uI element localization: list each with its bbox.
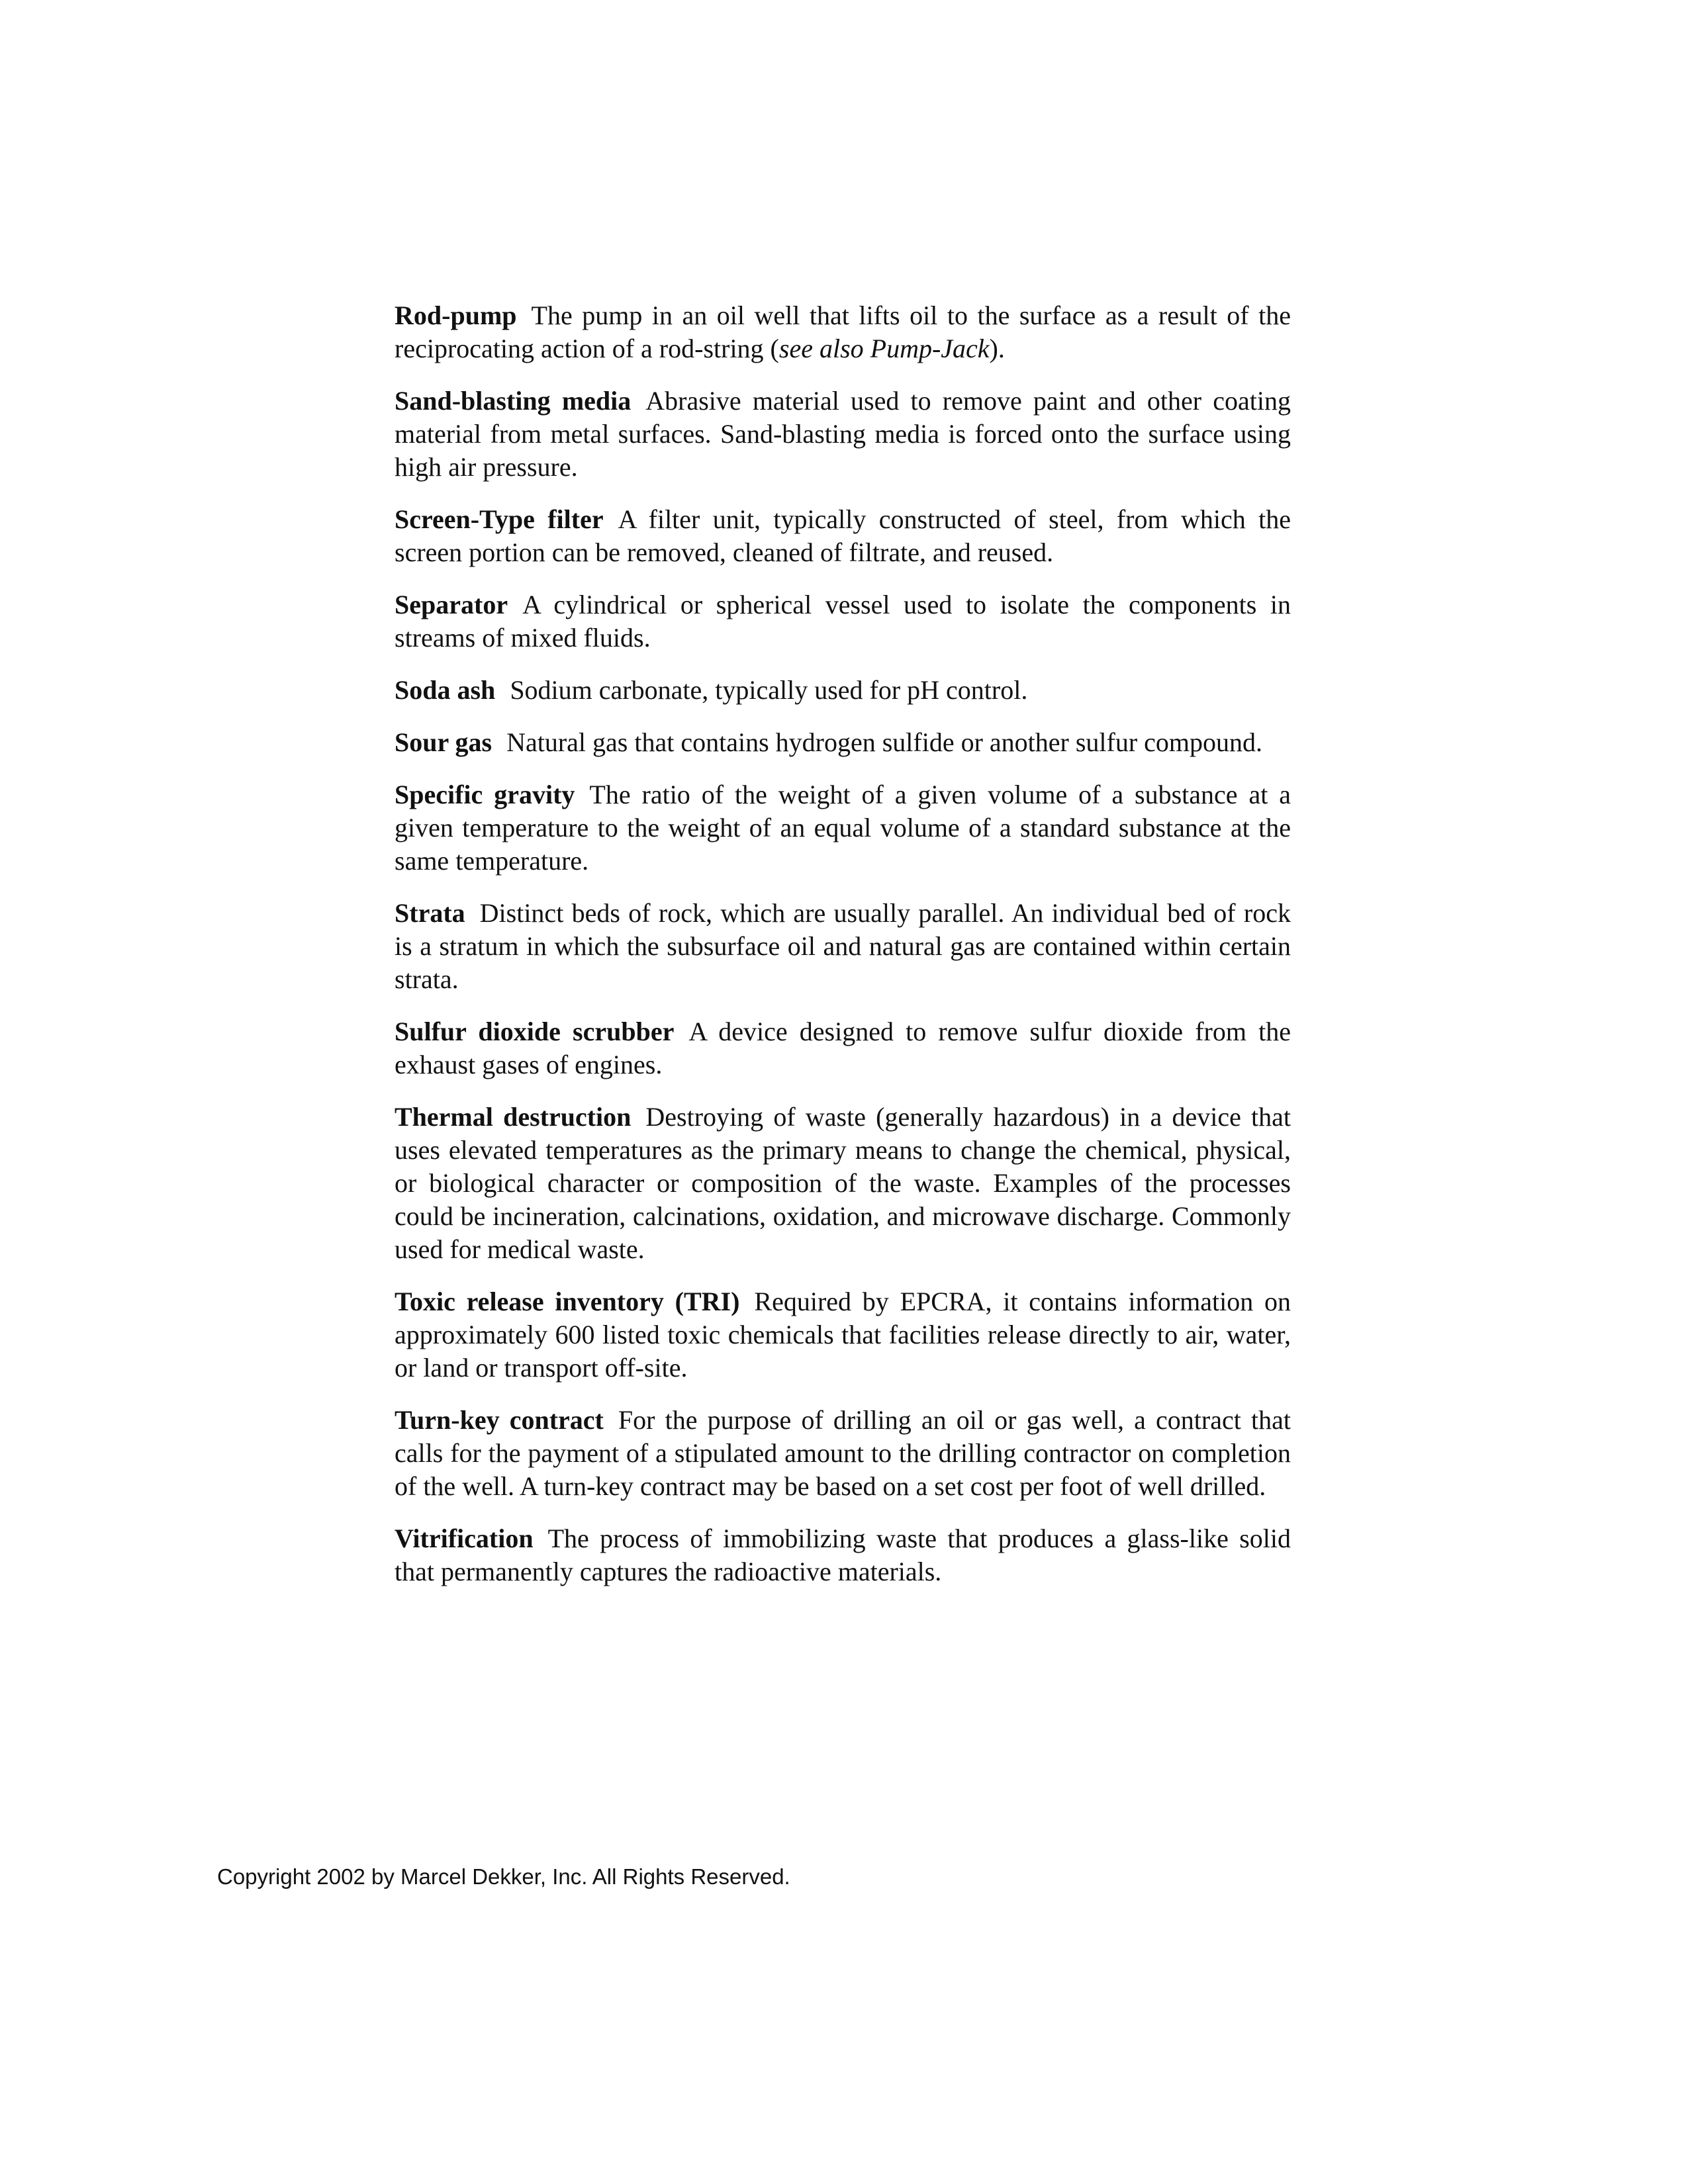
glossary-term: Vitrification bbox=[395, 1524, 534, 1553]
glossary-term: Strata bbox=[395, 898, 465, 928]
glossary-term: Screen-Type filter bbox=[395, 504, 604, 534]
glossary-definition: Abrasive material used to remove paint and other coating material from metal surfaces. Sand-blasting media is forced onto the surface using high air pressure. bbox=[395, 386, 1291, 482]
glossary-term: Sulfur dioxide scrubber bbox=[395, 1017, 675, 1046]
glossary-definition: The process of immobilizing waste that produces a glass-like solid that permanently captures the radioactive materials. bbox=[395, 1524, 1291, 1586]
cross-reference: see also Pump-Jack bbox=[778, 334, 990, 363]
copyright-footer: Copyright 2002 by Marcel Dekker, Inc. All Rights Reserved. bbox=[217, 1864, 790, 1889]
glossary-entry-soda-ash bbox=[395, 674, 1291, 707]
glossary-definition: Destroying of waste (generally hazardous) in a device that uses elevated temperatures as the primary means to change the chemical, physical, or biological character or composition of the waste. Examples of the processes could be incineration, calcinations, oxidation, and microwave discharge. Commonly used for medical waste. bbox=[395, 1102, 1291, 1264]
glossary-entry-sour-gas bbox=[395, 726, 1291, 759]
glossary-definition: A cylindrical or spherical vessel used to isolate the components in streams of mixed fluids. bbox=[395, 590, 1291, 653]
glossary-definition: A filter unit, typically constructed of steel, from which the screen portion can be removed, cleaned of filtrate, and reused. bbox=[395, 504, 1291, 567]
glossary-term: Toxic release inventory (TRI) bbox=[395, 1287, 740, 1316]
glossary-entry-vitrification bbox=[395, 1522, 1291, 1588]
glossary-term: Sour gas bbox=[395, 727, 492, 757]
glossary-definition: Required by EPCRA, it contains information on approximately 600 listed toxic chemicals that facilities release directly to air, water, or land or transport off-site. bbox=[395, 1287, 1291, 1383]
glossary-definition: For the purpose of drilling an oil or gas well, a contract that calls for the payment of a stipulated amount to the drilling contractor on completion of the well. A turn-key contract may be based on a set cost per foot of well drilled. bbox=[395, 1405, 1291, 1501]
glossary-entry-thermal-destruction bbox=[395, 1101, 1291, 1266]
glossary-term: Separator bbox=[395, 590, 508, 619]
glossary-term: Sand-blasting media bbox=[395, 386, 632, 416]
glossary-definition: A device designed to remove sulfur dioxide from the exhaust gases of engines. bbox=[395, 1017, 1291, 1079]
glossary-entry-sulfur-dioxide-scrubber bbox=[395, 1015, 1291, 1081]
glossary-definition: Natural gas that contains hydrogen sulfide or another sulfur compound. bbox=[506, 727, 1263, 757]
glossary-term: Specific gravity bbox=[395, 780, 575, 809]
glossary-term: Thermal destruction bbox=[395, 1102, 632, 1132]
glossary-term: Turn-key contract bbox=[395, 1405, 604, 1435]
glossary-entry-strata bbox=[395, 897, 1291, 996]
glossary bbox=[395, 299, 1291, 1608]
glossary-entry-separator bbox=[395, 588, 1291, 655]
definition-text-end: ). bbox=[989, 334, 1005, 363]
glossary-entry-turn-key-contract bbox=[395, 1404, 1291, 1503]
definition-text: The pump in an oil well that lifts oil to the surface as a result of the reciprocating action of a rod-string ( bbox=[395, 300, 1291, 363]
glossary-entry-rod-pump bbox=[395, 299, 1291, 365]
glossary-definition: Sodium carbonate, typically used for pH control. bbox=[510, 675, 1028, 705]
glossary-definition bbox=[395, 300, 1291, 363]
glossary-entry-sand-blasting-media bbox=[395, 385, 1291, 484]
glossary-term: Rod-pump bbox=[395, 300, 517, 330]
glossary-term: Soda ash bbox=[395, 675, 496, 705]
glossary-definition: Distinct beds of rock, which are usually parallel. An individual bed of rock is a stratum in which the subsurface oil and natural gas are contained within certain strata. bbox=[395, 898, 1291, 994]
glossary-entry-specific-gravity bbox=[395, 778, 1291, 878]
glossary-definition: The ratio of the weight of a given volume of a substance at a given temperature to the weight of an equal volume of a standard substance at the same temperature. bbox=[395, 780, 1291, 876]
glossary-entry-screen-type-filter bbox=[395, 503, 1291, 569]
glossary-entry-toxic-release-inventory bbox=[395, 1285, 1291, 1385]
